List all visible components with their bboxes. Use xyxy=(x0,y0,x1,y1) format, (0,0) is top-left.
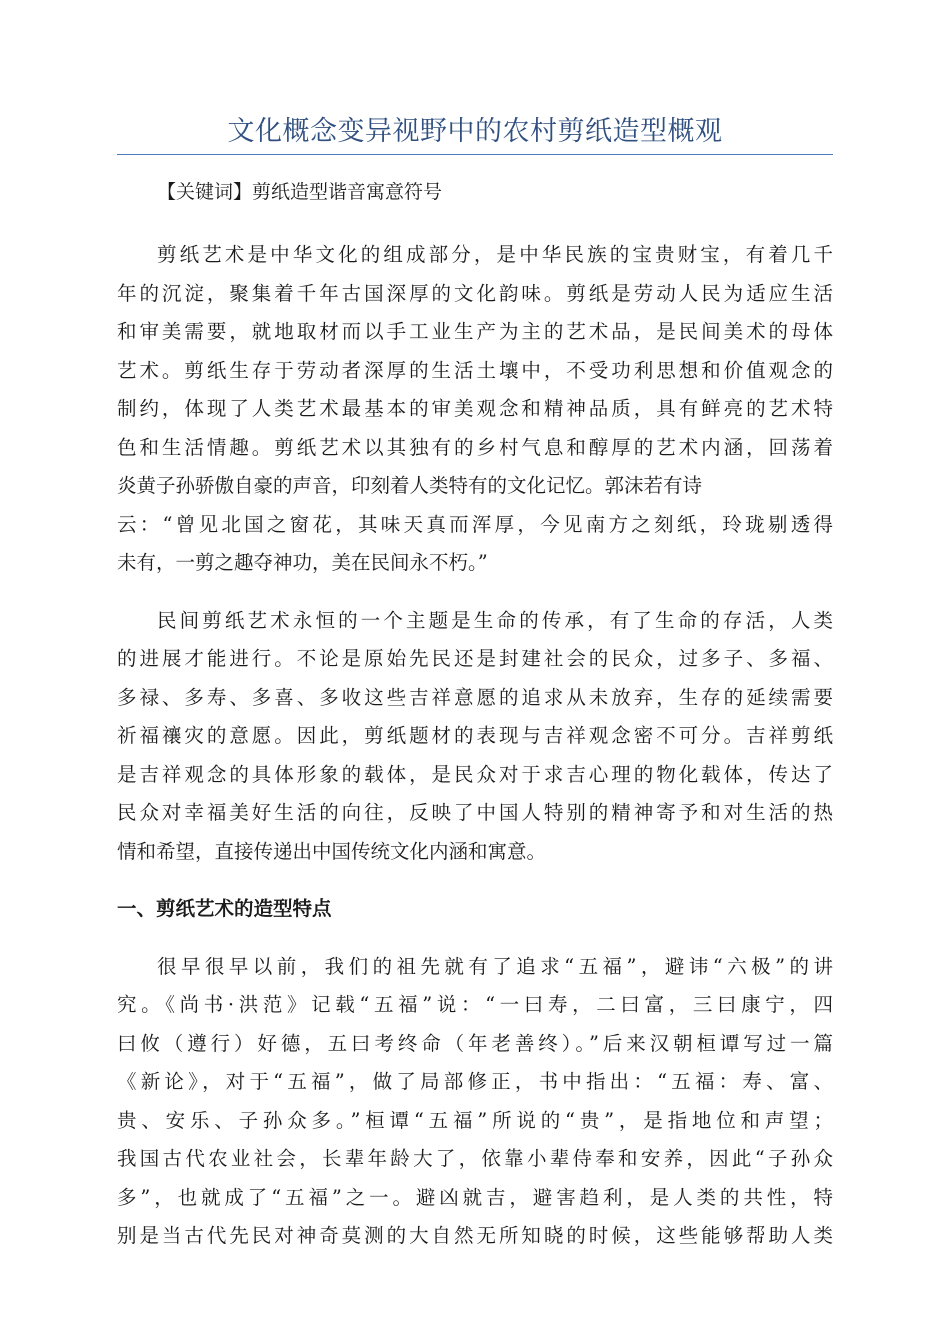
text-line: 是吉祥观念的具体形象的载体，是民众对于求吉心理的物化载体，传达了 xyxy=(117,762,833,786)
text-line: 色和生活情趣。剪纸艺术以其独有的乡村气息和醇厚的艺术内涵，回荡着 xyxy=(117,435,833,459)
paragraph-theme xyxy=(117,602,833,872)
text-line: 炎黄子孙骄傲自豪的声音，印刻着人类特有的文化记忆。郭沫若有诗 xyxy=(117,474,703,497)
text-line: 民众对幸福美好生活的向往，反映了中国人特别的精神寄予和对生活的热 xyxy=(117,801,833,824)
text-line: 《新论》，对于“五福”，做了局部修正，书中指出：“五福：寿、富、 xyxy=(117,1070,833,1093)
text-line: 我国古代农业社会，长辈年龄大了，依靠小辈侍奉和安养，因此“子孙众 xyxy=(117,1147,833,1170)
text-line: 很早很早以前，我们的祖先就有了追求“五福”，避讳“六极”的讲 xyxy=(157,954,833,978)
text-line: 剪纸艺术是中华文化的组成部分，是中华民族的宝贵财宝，有着几千 xyxy=(157,243,833,266)
text-line: 究。《尚书·洪范》记载“五福”说：“一曰寿，二曰富，三曰康宁，四 xyxy=(117,993,833,1016)
text-line: 贵、安乐、子孙众多。”桓谭“五福”所说的“贵”，是指地位和声望； xyxy=(117,1108,833,1132)
text-line: 艺术。剪纸生存于劳动者深厚的生活土壤中，不受功利思想和价值观念的 xyxy=(117,358,833,382)
text-line: 多”，也就成了“五福”之一。避凶就吉，避害趋利，是人类的共性，特 xyxy=(117,1185,833,1209)
text-line: 民间剪纸艺术永恒的一个主题是生命的传承，有了生命的存活，人类 xyxy=(157,608,833,632)
text-line: 未有，一剪之趣夺神功，美在民间永不朽。” xyxy=(117,551,488,574)
paragraph-five-blessings xyxy=(117,948,833,1256)
text-line: 云：“曾见北国之窗花，其味天真而浑厚，今见南方之刻纸，玲珑剔透得 xyxy=(117,512,833,536)
text-line: 祈福禳灾的意愿。因此，剪纸题材的表现与吉祥观念密不可分。吉祥剪纸 xyxy=(117,724,833,747)
paragraph-intro xyxy=(117,236,833,583)
text-line: 制约，体现了人类艺术最基本的审美观念和精神品质，具有鲜亮的艺术特 xyxy=(117,397,833,420)
document-page xyxy=(117,0,833,1256)
text-line: 别是当古代先民对神奇莫测的大自然无所知晓的时候，这些能够帮助人类 xyxy=(117,1224,833,1247)
title-underline xyxy=(117,154,833,155)
text-line: 和审美需要，就地取材而以手工业生产为主的艺术品，是民间美术的母体 xyxy=(117,320,833,343)
text-line: 年的沉淀，聚集着千年古国深厚的文化韵味。剪纸是劳动人民为适应生活 xyxy=(117,281,833,305)
keywords-line: 【关键词】剪纸造型谐音寓意符号 xyxy=(157,181,443,203)
text-line: 的进展才能进行。不论是原始先民还是封建社会的民众，过多子、多福、 xyxy=(117,647,833,670)
document-title: 文化概念变异视野中的农村剪纸造型概观 xyxy=(227,116,723,147)
text-line: 曰攸（遵行）好德，五曰考终命（年老善终）。”后来汉朝桓谭写过一篇 xyxy=(117,1031,833,1055)
text-line: 多禄、多寿、多喜、多收这些吉祥意愿的追求从未放弃，生存的延续需要 xyxy=(117,685,833,709)
section-heading: 一、剪纸艺术的造型特点 xyxy=(117,897,332,920)
text-line: 情和希望，直接传递出中国传统文化内涵和寓意。 xyxy=(117,839,547,863)
